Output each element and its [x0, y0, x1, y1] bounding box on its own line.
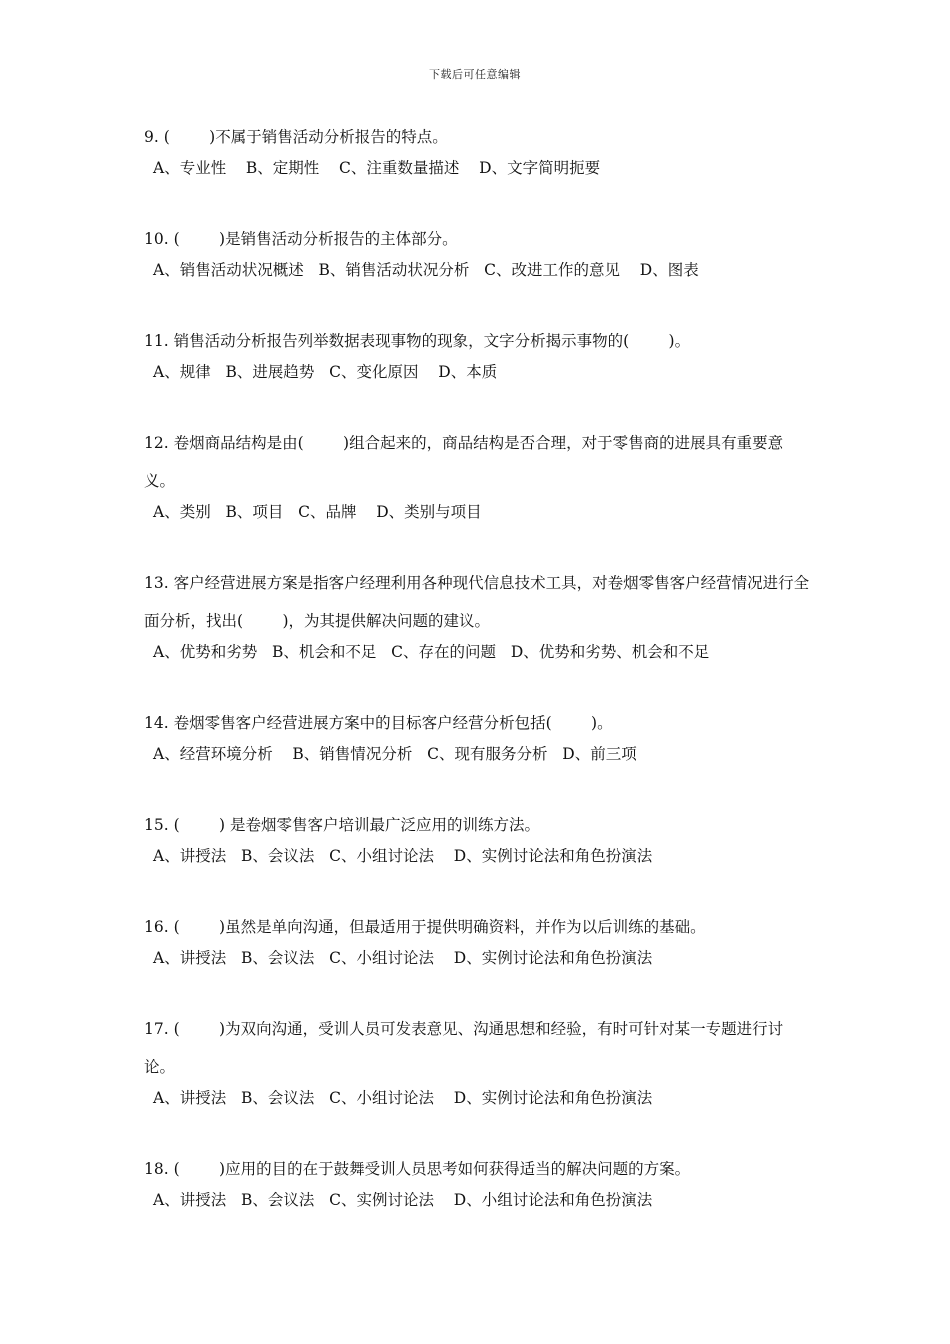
option-b: B、会议法	[240, 847, 315, 865]
option-c: C、小组讨论法	[329, 847, 435, 865]
option-a: A、讲授法	[153, 1191, 227, 1209]
question-options	[144, 640, 814, 664]
option-c: C、现有服务分析	[427, 745, 548, 763]
option-c: C、品牌	[298, 503, 357, 521]
question-options	[144, 156, 814, 180]
option-c: C、小组讨论法	[329, 949, 435, 967]
option-c: C、注重数量描述	[339, 159, 460, 177]
question-options	[144, 1086, 814, 1110]
page-header: 下载后可任意编辑	[429, 68, 521, 81]
option-d: D、类别与项目	[376, 503, 482, 521]
option-c: C、改进工作的意见	[484, 261, 621, 279]
question-stem: 13. 客户经营进展方案是指客户经理利用各种现代信息技术工具，对卷烟零售客户经营情况进行全面分析，找出( )，为其提供解决问题的建议。	[144, 574, 810, 630]
question-options	[144, 258, 814, 282]
option-b: B、会议法	[240, 1089, 315, 1107]
question-15	[144, 806, 814, 868]
option-b: B、销售活动状况分析	[318, 261, 470, 279]
option-d: D、小组讨论法和角色扮演法	[453, 1191, 653, 1209]
question-options	[144, 500, 814, 524]
question-stem: 15. ( ) 是卷烟零售客户培训最广泛应用的训练方法。	[144, 816, 541, 834]
question-13	[144, 564, 814, 664]
option-a: A、专业性	[153, 159, 227, 177]
option-a: A、讲授法	[153, 1089, 227, 1107]
question-10	[144, 220, 814, 282]
question-options	[144, 742, 814, 766]
option-a: A、类别	[153, 503, 211, 521]
question-11	[144, 322, 814, 384]
question-14	[144, 704, 814, 766]
question-stem: 9. ( )不属于销售活动分析报告的特点。	[144, 128, 448, 146]
option-d: D、实例讨论法和角色扮演法	[453, 949, 653, 967]
question-stem: 14. 卷烟零售客户经营进展方案中的目标客户经营分析包括( )。	[144, 714, 613, 732]
question-stem: 10. ( )是销售活动分析报告的主体部分。	[144, 230, 458, 248]
option-b: B、会议法	[240, 1191, 315, 1209]
option-b: B、定期性	[245, 159, 320, 177]
option-a: A、规律	[153, 363, 211, 381]
option-d: D、前三项	[562, 745, 637, 763]
option-a: A、讲授法	[153, 847, 227, 865]
option-d: D、本质	[438, 363, 498, 381]
question-options	[144, 844, 814, 868]
question-stem: 18. ( )应用的目的在于鼓舞受训人员思考如何获得适当的解决问题的方案。	[144, 1160, 691, 1178]
option-b: B、进展趋势	[225, 363, 315, 381]
option-d: D、图表	[639, 261, 699, 279]
option-a: A、优势和劣势	[153, 643, 258, 661]
option-c: C、存在的问题	[391, 643, 497, 661]
question-16	[144, 908, 814, 970]
option-a: A、经营环境分析	[153, 745, 273, 763]
question-12	[144, 424, 814, 524]
question-options	[144, 946, 814, 970]
question-stem: 17. ( )为双向沟通，受训人员可发表意见、沟通思想和经验，有时可针对某一专题进行讨论。	[144, 1020, 784, 1076]
question-stem: 16. ( )虽然是单向沟通，但最适用于提供明确资料，并作为以后训练的基础。	[144, 918, 706, 936]
option-b: B、机会和不足	[271, 643, 377, 661]
question-stem: 11. 销售活动分析报告列举数据表现事物的现象，文字分析揭示事物的( )。	[144, 332, 691, 350]
option-c: C、变化原因	[329, 363, 419, 381]
question-stem: 12. 卷烟商品结构是由( )组合起来的，商品结构是否合理，对于零售商的进展具有重要意义。	[144, 434, 784, 490]
option-a: A、讲授法	[153, 949, 227, 967]
option-d: D、实例讨论法和角色扮演法	[453, 1089, 653, 1107]
question-17	[144, 1010, 814, 1110]
option-c: C、小组讨论法	[329, 1089, 435, 1107]
question-options	[144, 1188, 814, 1212]
option-a: A、销售活动状况概述	[153, 261, 304, 279]
question-18	[144, 1150, 814, 1212]
question-9	[144, 118, 814, 180]
question-options	[144, 360, 814, 384]
option-b: B、销售情况分析	[292, 745, 413, 763]
option-b: B、项目	[225, 503, 284, 521]
option-b: B、会议法	[240, 949, 315, 967]
option-d: D、优势和劣势、机会和不足	[510, 643, 710, 661]
option-d: D、实例讨论法和角色扮演法	[453, 847, 653, 865]
option-c: C、实例讨论法	[329, 1191, 435, 1209]
option-d: D、文字简明扼要	[479, 159, 601, 177]
